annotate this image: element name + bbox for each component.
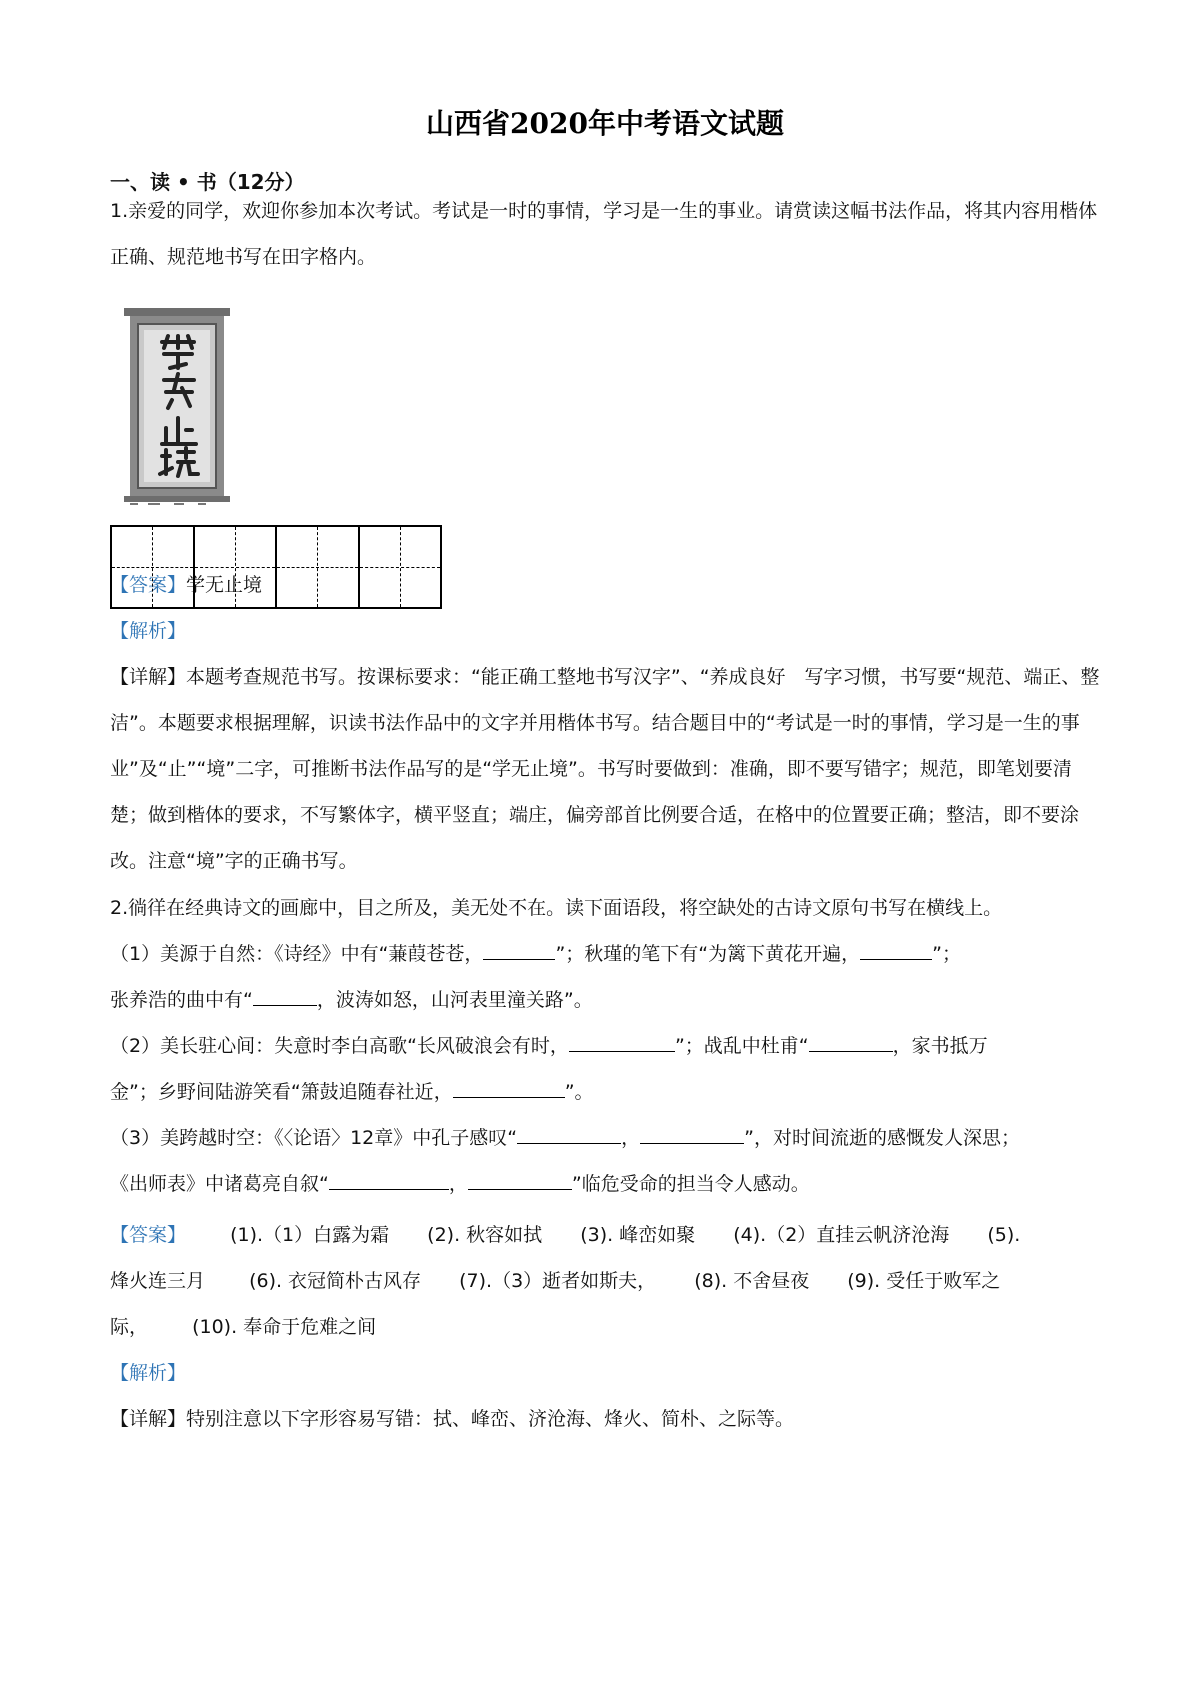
- answer-item: (2). 秋容如拭: [427, 1224, 543, 1246]
- q2-part-2-line-1: [110, 1023, 1100, 1069]
- q2-part-3-line-2: [110, 1161, 1100, 1207]
- q2-p2-text-c: ，家书抵万: [892, 1035, 988, 1057]
- answer-item: 际，: [110, 1316, 149, 1338]
- answer-item: (5).: [987, 1224, 1021, 1246]
- question-1-text: 1.亲爱的同学，欢迎你参加本次考试。考试是一时的事情，学习是一生的事业。请赏读这幅书法作品，将其内容用楷体正确、规范地书写在田字格内。: [110, 200, 1098, 268]
- answer-item: (6). 衣冠简朴古风存: [249, 1270, 422, 1292]
- q2-analysis-tag: [110, 1350, 1100, 1396]
- answer-tag: 【答案】: [110, 574, 187, 596]
- detail-text: 本题考查规范书写。按课标要求：“能正确工整地书写汉字”、“养成良好 写字习惯，书写要“规范、端正、整洁”。本题要求根据理解，识读书法作品中的文字并用楷体书写。结合题目中的“考试是一时的事情，学习是一生的事业”及“止”“境”二字，可推断书法作品写的是“学无止境”。书写时要做到：准确，即不要写错字；规范，即笔划要清楚；做到楷体的要求，不写繁体字，横平竖直；端庄，偏旁部首比例要合适，在格中的位置要正确；整洁，即不要涂改。注意“境”字的正确书写。: [110, 666, 1100, 872]
- q2-p1-text-e: ，波涛如怒，山河表里潼关路”。: [316, 989, 593, 1011]
- q2-p3-text-e: ，: [448, 1173, 468, 1195]
- blank-line[interactable]: [468, 1171, 572, 1190]
- blank-line[interactable]: [453, 1079, 565, 1098]
- calligraphy-scroll-image: [124, 308, 230, 508]
- q2-answer-line-2: [110, 1258, 1100, 1304]
- q2-p2-text-d: 金”；乡野间陆游笑看“箫鼓追随春社近，: [110, 1081, 453, 1103]
- tianzige-grid: [110, 525, 442, 609]
- answer-item: (7).（3）逝者如斯夫，: [459, 1270, 657, 1292]
- grid-cell[interactable]: [277, 527, 360, 607]
- answer-item: (3). 峰峦如聚: [580, 1224, 696, 1246]
- answer-item: (8). 不舍昼夜: [694, 1270, 810, 1292]
- answer-item: 烽火连三月: [110, 1270, 206, 1292]
- q2-p3-text-a: （3）美跨越时空：《〈论语〉12章》中孔子感叹“: [110, 1127, 518, 1149]
- analysis-tag: 【解析】: [110, 1362, 187, 1384]
- q2-p1-text-a: （1）美源于自然：《诗经》中有“蒹葭苍苍，: [110, 943, 484, 965]
- q1-detail: [110, 654, 1100, 884]
- q2-part-2-line-2: [110, 1069, 1100, 1115]
- q2-detail: [110, 1396, 1100, 1442]
- blank-line[interactable]: [640, 1125, 744, 1144]
- answer-item: (1).（1）白露为霜: [230, 1224, 390, 1246]
- grid-cell[interactable]: [360, 527, 441, 607]
- q2-p3-text-d: 《出师表》中诸葛亮自叙“: [110, 1173, 329, 1195]
- q2-p1-text-b: ”；秋瑾的笔下有“为篱下黄花开遍，: [555, 943, 861, 965]
- q2-p2-text-e: ”。: [564, 1081, 594, 1103]
- blank-line[interactable]: [860, 941, 932, 960]
- q2-p1-text-d: 张养浩的曲中有“: [110, 989, 253, 1011]
- blank-line[interactable]: [329, 1171, 449, 1190]
- blank-line[interactable]: [253, 987, 317, 1006]
- grid-cell[interactable]: [112, 527, 195, 607]
- q2-p3-text-f: ”临危受命的担当令人感动。: [571, 1173, 810, 1195]
- page-title: 山西省2020年中考语文试题: [426, 107, 784, 140]
- q2-p3-text-b: ，: [621, 1127, 641, 1149]
- answer-item: (10). 奉命于危难之间: [192, 1316, 377, 1338]
- q2-answer-line-3: [110, 1304, 1100, 1350]
- detail-tag: 【详解】: [110, 1408, 187, 1430]
- answer-item: (9). 受任于败军之: [847, 1270, 1001, 1292]
- q2-answer-line-1: [110, 1212, 1100, 1258]
- detail-tag: 【详解】: [110, 666, 187, 688]
- q2-p1-text-c: ”；: [932, 943, 961, 965]
- grid-cell[interactable]: [195, 527, 278, 607]
- q1-analysis-tag: [110, 608, 1100, 654]
- answer-item: (4).（2）直挂云帆济沧海: [733, 1224, 950, 1246]
- question-2-text: 2.徜徉在经典诗文的画廊中，目之所及，美无处不在。读下面语段，将空缺处的古诗文原句书写在横线上。: [110, 897, 1003, 919]
- blank-line[interactable]: [569, 1033, 675, 1052]
- detail-text: 特别注意以下字形容易写错：拭、峰峦、济沧海、烽火、简朴、之际等。: [186, 1408, 795, 1430]
- q2-p2-text-b: ”；战乱中杜甫“: [674, 1035, 809, 1057]
- q2-part-1-line-1: [110, 931, 1100, 977]
- answer-text: 学无止境: [186, 574, 263, 596]
- q2-p2-text-a: （2）美长驻心间：失意时李白高歌“长风破浪会有时，: [110, 1035, 569, 1057]
- answer-tag: 【答案】: [110, 1224, 187, 1246]
- analysis-tag: 【解析】: [110, 620, 187, 642]
- q2-p3-text-c: ”，对时间流逝的感慨发人深思；: [744, 1127, 1020, 1149]
- blank-line[interactable]: [517, 1125, 621, 1144]
- blank-line[interactable]: [809, 1033, 893, 1052]
- q2-part-3-line-1: [110, 1115, 1100, 1161]
- q2-part-1-line-2: [110, 977, 1100, 1023]
- section-heading: 一、读 • 书（12分）: [110, 170, 305, 194]
- blank-line[interactable]: [483, 941, 555, 960]
